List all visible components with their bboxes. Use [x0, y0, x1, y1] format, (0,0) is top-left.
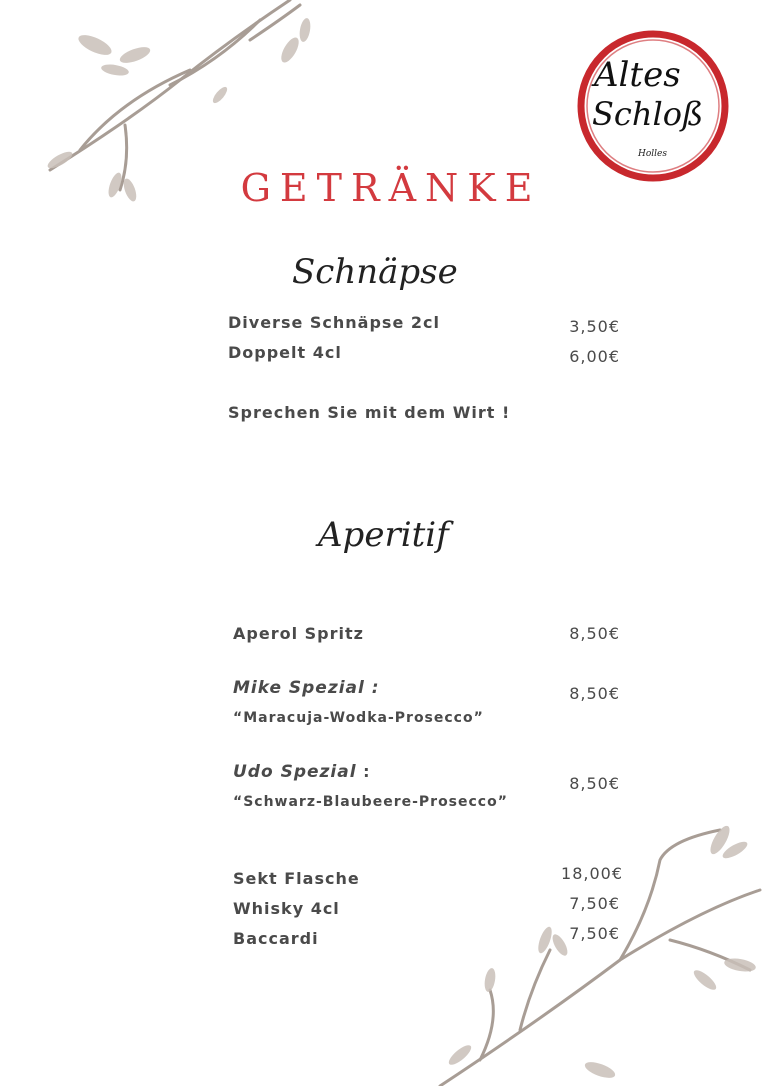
menu-item-price: 3,50€: [569, 317, 620, 336]
menu-item-price: 8,50€: [569, 624, 620, 643]
logo-line1: Altes: [594, 55, 681, 95]
logo: [574, 27, 732, 185]
menu-item-name: Mike Spezial :: [233, 678, 380, 698]
menu-item-price: 8,50€: [569, 684, 620, 703]
menu-item-price: 7,50€: [569, 894, 620, 913]
page-title: GETRÄNKE: [240, 166, 542, 210]
menu-item-name: Doppelt 4cl: [228, 343, 342, 362]
menu-item-name: Aperol Spritz: [233, 624, 364, 643]
logo-small: Holles: [638, 149, 667, 159]
schnaepse-note: Sprechen Sie mit dem Wirt !: [228, 403, 511, 422]
menu-item-price: 8,50€: [569, 774, 620, 793]
menu-item-name-wrap: [233, 762, 371, 782]
menu-item-name: Udo Spezial: [233, 762, 357, 782]
menu-item-description: “Schwarz-Blaubeere-Prosecco”: [233, 794, 508, 810]
menu-item-name-suffix: :: [356, 762, 371, 781]
menu-item-price: 7,50€: [569, 924, 620, 943]
menu-item-price: 18,00€: [561, 864, 623, 883]
section-heading-schnaepse: Schnäpse: [292, 252, 458, 292]
menu-item-name: Sekt Flasche: [233, 869, 360, 888]
logo-line2: Schloß: [592, 95, 704, 133]
section-heading-aperitif: Aperitif: [318, 515, 449, 555]
menu-item-name: Baccardi: [233, 929, 319, 948]
menu-item-description: “Maracuja-Wodka-Prosecco”: [233, 710, 484, 726]
menu-item-price: 6,00€: [569, 347, 620, 366]
menu-item-name: Diverse Schnäpse 2cl: [228, 313, 440, 332]
menu-item-name: Whisky 4cl: [233, 899, 340, 918]
branch-decoration-bottom-right: [420, 820, 768, 1086]
